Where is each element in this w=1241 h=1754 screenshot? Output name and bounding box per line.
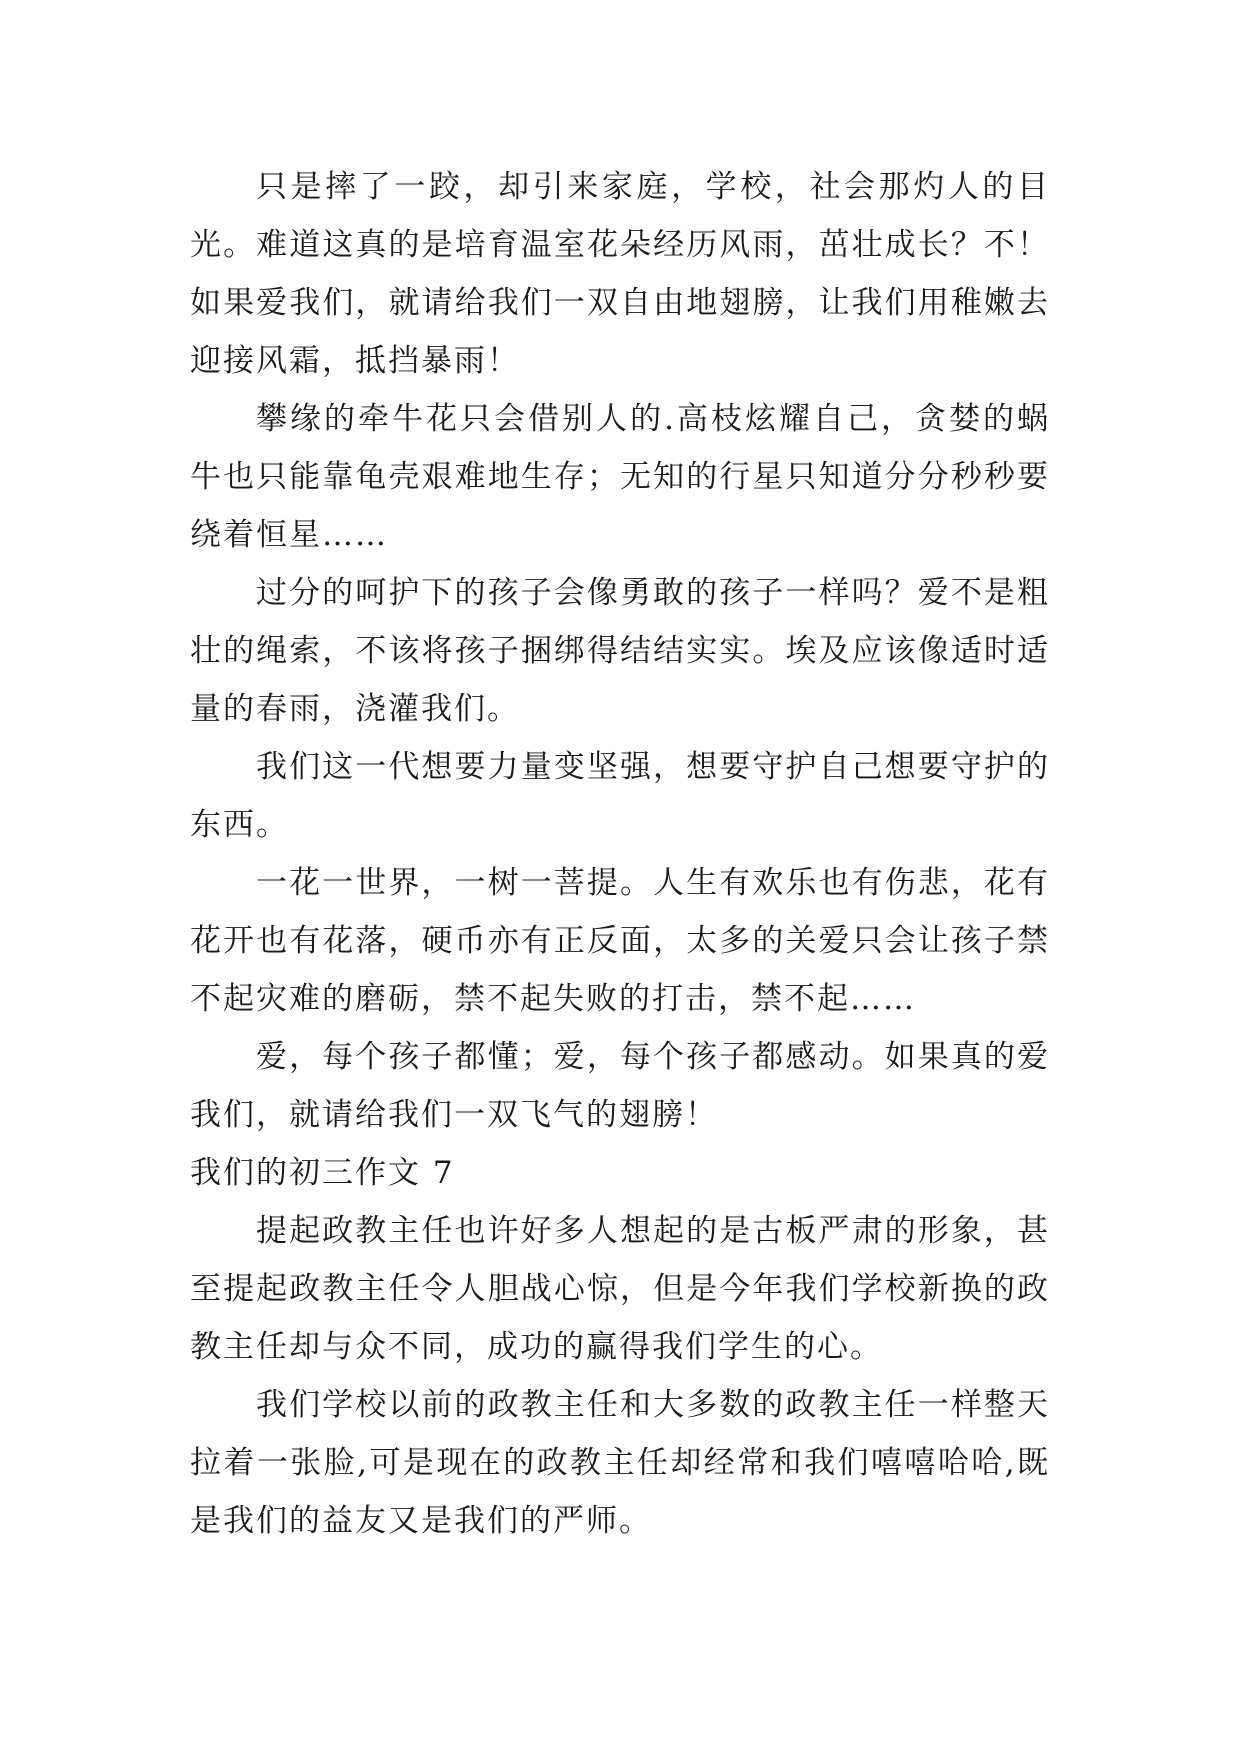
paragraph-3: 过分的呵护下的孩子会像勇敢的孩子一样吗？爱不是粗壮的绳索，不该将孩子捆绑得结结实实。埃及应该像适时适量的春雨，浇灌我们。 <box>190 575 1050 727</box>
paragraph-6: 爱，每个孩子都懂；爱，每个孩子都感动。如果真的爱我们，就请给我们一双飞气的翅膀！ <box>190 1039 1050 1133</box>
paragraph-4: 我们这一代想要力量变坚强，想要守护自己想要守护的东西。 <box>190 749 1050 843</box>
paragraph-8: 我们学校以前的政教主任和大多数的政教主任一样整天拉着一张脸,可是现在的政教主任却经常和我们嘻嘻哈哈,既是我们的益友又是我们的严师。 <box>190 1387 1050 1539</box>
paragraph-7: 提起政教主任也许好多人想起的是古板严肃的形象，甚至提起政教主任令人胆战心惊，但是今年我们学校新换的政教主任却与众不同，成功的赢得我们学生的心。 <box>190 1213 1050 1365</box>
paragraph-2: 攀缘的牵牛花只会借别人的.高枝炫耀自己，贪婪的蜗牛也只能靠龟壳艰难地生存；无知的行星只知道分分秒秒要绕着恒星…… <box>190 401 1050 553</box>
paragraph-1: 只是摔了一跤，却引来家庭，学校，社会那灼人的目光。难道这真的是培育温室花朵经历风雨，茁壮成长？不！如果爱我们，就请给我们一双自由地翅膀，让我们用稚嫩去迎接风霜，抵挡暴雨！ <box>190 169 1050 379</box>
section-title: 我们的初三作文 7 <box>190 1155 455 1191</box>
document-body <box>190 158 1050 1550</box>
paragraph-5: 一花一世界，一树一菩提。人生有欢乐也有伤悲，花有花开也有花落，硬币亦有正反面，太多的关爱只会让孩子禁不起灾难的磨砺，禁不起失败的打击，禁不起…… <box>190 865 1050 1017</box>
